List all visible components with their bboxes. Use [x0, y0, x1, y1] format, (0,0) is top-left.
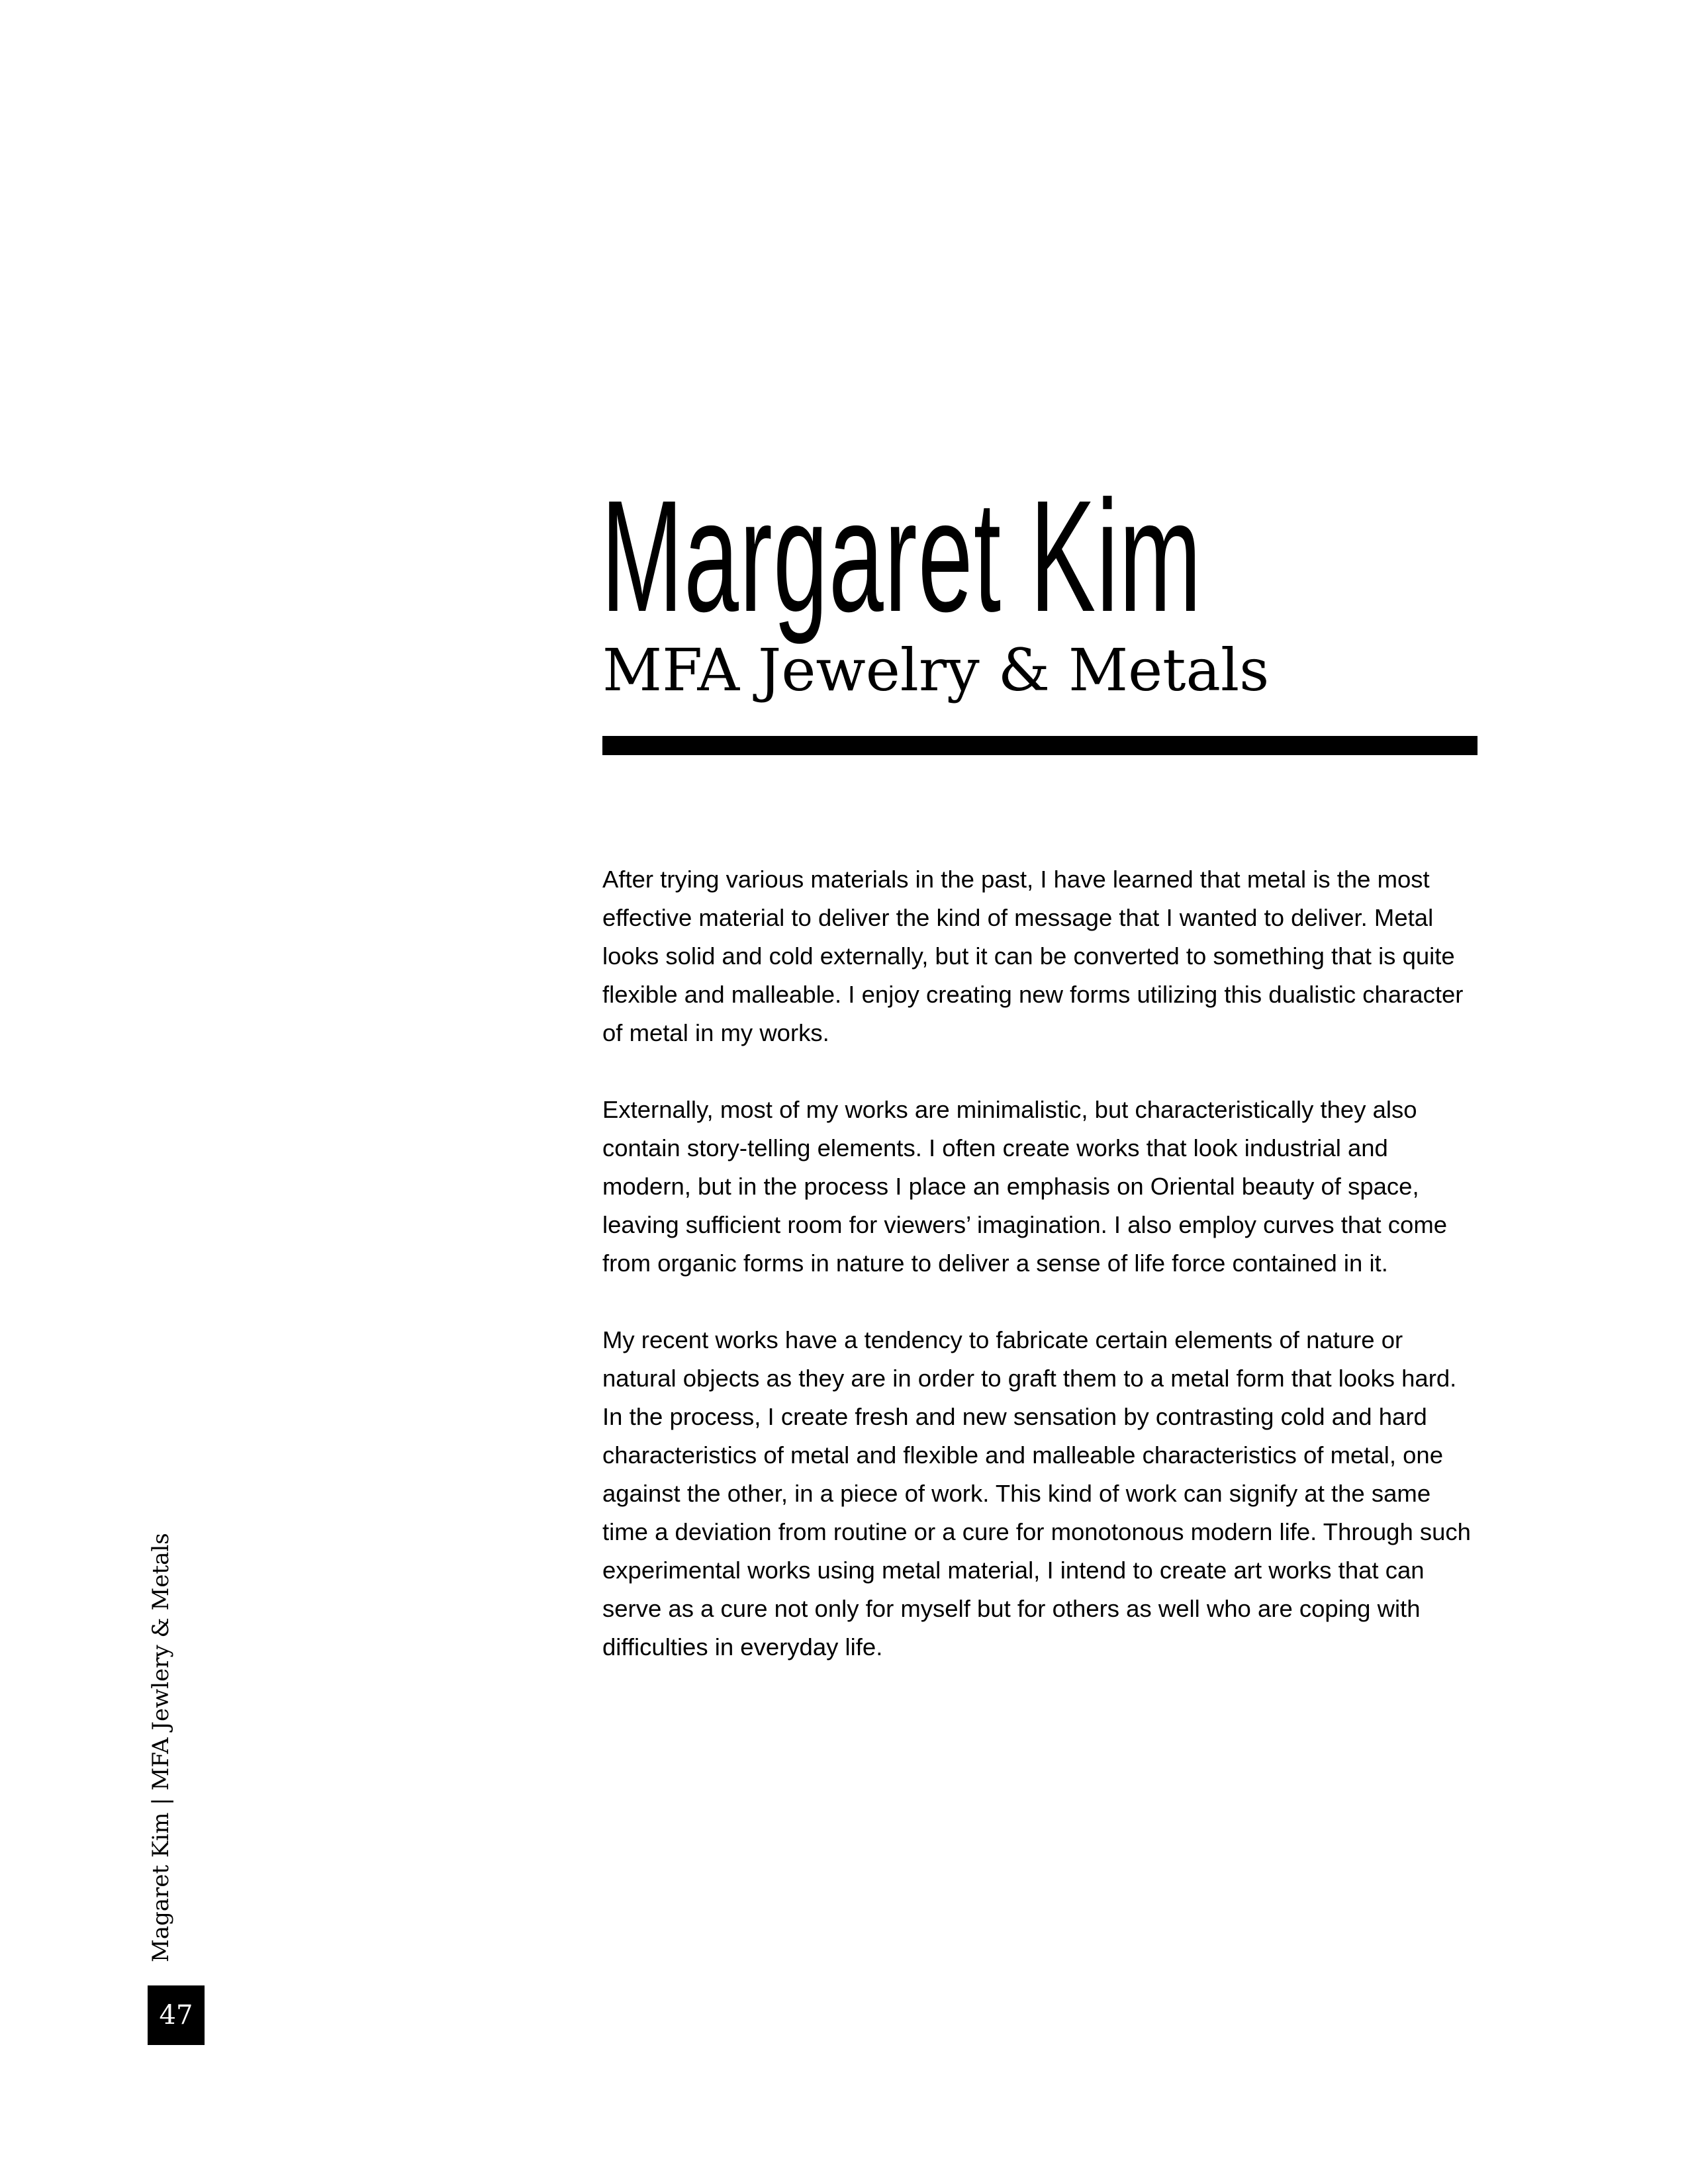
title-rule — [602, 736, 1477, 755]
statement-paragraph: After trying various materials in the past, I have learned that metal is the most effective material to deliver the kind of message that I wanted to deliver. Metal looks solid and cold externally, but it can be converted to something that is quite flexible and malleable. I enjoy creating new forms utilizing this dualistic character of metal in my works. — [602, 866, 1464, 1046]
page-number: 47 — [148, 1985, 205, 2045]
artist-statement — [602, 860, 1483, 1705]
program-subtitle: MFA Jewelry & Metals — [602, 636, 1270, 704]
statement-paragraph: Externally, most of my works are minimalistic, but characteristically they also contain story-telling elements. I often create works that look industrial and modern, but in the process I place an emphasis on Oriental beauty of space, leaving sufficient room for viewers’ imagination. I also employ curves that come from organic forms in nature to deliver a sense of life force contained in it. — [602, 1096, 1448, 1277]
page-title: Margaret Kim — [601, 467, 1202, 645]
running-footer: Magaret Kim | MFA Jewlery & Metals — [148, 1533, 174, 1962]
statement-paragraph: My recent works have a tendency to fabricate certain elements of nature or natural objects as they are in order to graft them to a metal form that looks hard. In the process, I create fresh and new sensation by contrasting cold and hard characteristics of metal and flexible and malleable characteristics of metal, one against the other, in a piece of work. This kind of work can signify at the same time a deviation from routine or a cure for monotonous modern life. Through such experimental works using metal material, I intend to create art works that can serve as a cure not only for myself but for others as well who are coping with difficulties in everyday life. — [602, 1326, 1471, 1661]
